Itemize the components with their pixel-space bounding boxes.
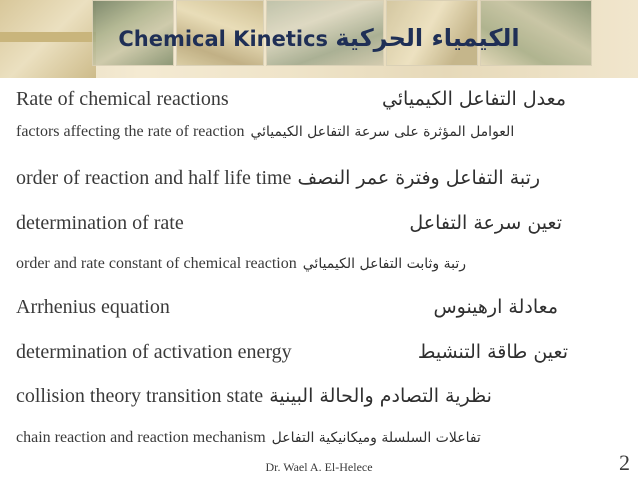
topic-en: determination of activation energy — [16, 340, 292, 363]
author-credit: Dr. Wael A. El-Helece — [265, 460, 373, 474]
topic-ar: معادلة ارهينوس — [433, 296, 558, 318]
topic-line — [16, 423, 622, 453]
topic-line — [16, 249, 622, 279]
topic-en: chain reaction and reaction mechanism — [16, 429, 266, 446]
topic-ar: رتبة وثابت التفاعل الكيميائي — [302, 256, 466, 272]
topic-en: factors affecting the rate of reaction — [16, 123, 245, 140]
topic-ar: تعين طاقة التنشيط — [417, 341, 568, 363]
topic-line — [16, 208, 622, 238]
topic-ar: نظرية التصادم والحالة البينية — [269, 385, 492, 407]
topic-ar: تفاعلات السلسلة وميكانيكية التفاعل — [271, 430, 481, 446]
slide-title — [0, 24, 638, 52]
topic-en: determination of rate — [16, 211, 184, 234]
topic-line — [16, 381, 622, 411]
topic-ar: معدل التفاعل الكيميائي — [381, 88, 566, 110]
page-number: 2 — [619, 450, 630, 475]
topic-en: Rate of chemical reactions — [16, 87, 229, 110]
topic-line — [16, 117, 622, 147]
topic-line — [16, 292, 622, 322]
topic-en: Arrhenius equation — [16, 295, 170, 318]
topic-ar: تعين سرعة التفاعل — [409, 212, 562, 234]
slide-footer — [0, 450, 638, 478]
topic-en: order and rate constant of chemical reaction — [16, 255, 297, 272]
topic-ar: العوامل المؤثرة على سرعة التفاعل الكيميائي — [250, 124, 515, 140]
topic-en: collision theory transition state — [16, 384, 264, 407]
slide-title-ar: الكيمياء الحركية — [335, 24, 520, 52]
topic-en: order of reaction and half life time — [16, 166, 292, 189]
topic-line — [16, 337, 622, 367]
topic-ar: رتبة التفاعل وفترة عمر النصف — [297, 167, 541, 189]
slide-title-en: Chemical Kinetics — [118, 27, 329, 51]
topic-line — [16, 84, 622, 114]
topic-line — [16, 163, 622, 193]
